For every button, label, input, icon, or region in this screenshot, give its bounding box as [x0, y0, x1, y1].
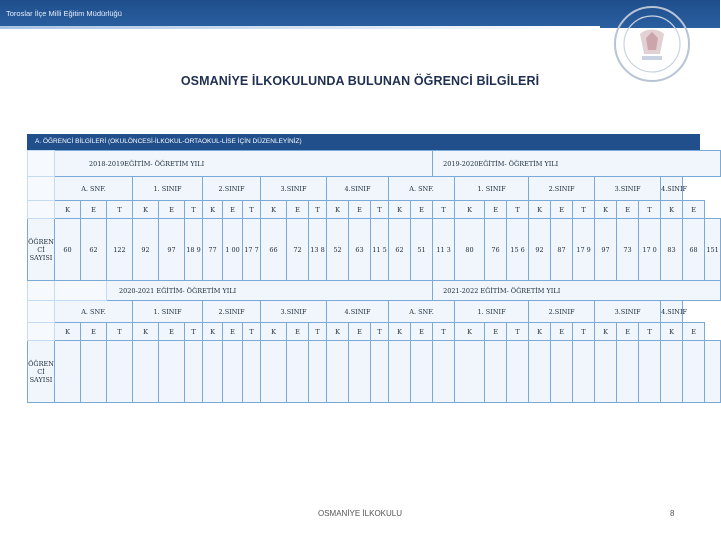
k-header: K — [389, 201, 411, 219]
e-header: E — [159, 201, 185, 219]
k-header: K — [455, 323, 485, 341]
cell-2019-asnf-k: 62 — [389, 219, 411, 281]
cell-2019-s3-k: 97 — [595, 219, 617, 281]
meb-logo-icon — [612, 4, 692, 84]
cell-2018-asnf-e: 62 — [81, 219, 107, 281]
grade-asnf: A. SNF. — [389, 301, 455, 323]
e-header: E — [411, 201, 433, 219]
t-header: T — [185, 323, 203, 341]
footer-school-name: OSMANİYE İLKOKULU — [317, 509, 403, 518]
row-label-line: ÖĞREN — [28, 359, 54, 368]
empty-cell — [639, 341, 661, 403]
cell-2019-s2-k: 92 — [529, 219, 551, 281]
empty-cell — [159, 341, 185, 403]
t-header: T — [507, 323, 529, 341]
t-header: T — [433, 323, 455, 341]
empty-cell — [261, 341, 287, 403]
cell-2018-s3-e: 72 — [287, 219, 309, 281]
k-header: K — [327, 201, 349, 219]
student-table — [27, 150, 721, 403]
k-header: K — [595, 201, 617, 219]
grade-1: 1. SINIF — [455, 301, 529, 323]
empty-cell — [683, 341, 705, 403]
corner-cell — [28, 151, 55, 177]
grade-3: 3.SINIF — [261, 301, 327, 323]
e-header: E — [349, 323, 371, 341]
k-header: K — [389, 323, 411, 341]
grade-1: 1. SINIF — [455, 177, 529, 201]
t-header: T — [185, 201, 203, 219]
empty-cell — [223, 341, 243, 403]
empty-cell — [287, 341, 309, 403]
cell-2018-s1-k: 92 — [133, 219, 159, 281]
cell-2018-s1-e: 97 — [159, 219, 185, 281]
cell-2019-asnf-t: 11 3 — [433, 219, 455, 281]
t-header: T — [243, 201, 261, 219]
cell-2019-s4-k: 83 — [661, 219, 683, 281]
cell-2018-s4-t: 11 5 — [371, 219, 389, 281]
student-grid — [27, 150, 719, 403]
empty-cell — [133, 341, 159, 403]
grade-2: 2.SINIF — [529, 177, 595, 201]
cell-2018-s4-k: 52 — [327, 219, 349, 281]
cell-2018-asnf-t: 122 — [107, 219, 133, 281]
empty-cell — [107, 341, 133, 403]
e-header: E — [683, 323, 705, 341]
empty-cell — [595, 341, 617, 403]
k-header: K — [203, 323, 223, 341]
k-header: K — [529, 323, 551, 341]
grade-2: 2.SINIF — [203, 301, 261, 323]
e-header: E — [287, 323, 309, 341]
e-header: E — [551, 323, 573, 341]
k-header: K — [55, 201, 81, 219]
e-header: E — [223, 201, 243, 219]
e-header: E — [617, 201, 639, 219]
section-title: A. ÖĞRENCİ BİLGİLERİ (OKULÖNCESİ-İLKOKUL-ORTAOKUL-LİSE İÇİN DÜZENLEYİNİZ) — [35, 138, 302, 145]
e-header: E — [159, 323, 185, 341]
row-label — [28, 219, 55, 281]
year-2020: 2020-2021 EĞİTİM- ÖĞRETİM YILI — [107, 281, 433, 301]
corner-cell — [28, 301, 55, 323]
grade-4: 4.SINIF — [327, 177, 389, 201]
row-label-line: ÖĞREN — [28, 237, 54, 246]
grade-row-top — [28, 177, 721, 201]
year-row-bottom — [28, 281, 721, 301]
k-header: K — [261, 323, 287, 341]
grade-4: 4.SINIF — [661, 177, 683, 201]
grade-2: 2.SINIF — [203, 177, 261, 201]
empty-cell — [485, 341, 507, 403]
t-header: T — [243, 323, 261, 341]
page-title: OSMANİYE İLKOKULUNDA BULUNAN ÖĞRENCİ BİLGİLERİ — [180, 74, 540, 88]
data-row-bottom — [28, 341, 721, 403]
k-header: K — [327, 323, 349, 341]
e-header: E — [485, 323, 507, 341]
k-header: K — [133, 201, 159, 219]
e-header: E — [683, 201, 705, 219]
t-header: T — [573, 323, 595, 341]
cell-2018-s4-e: 63 — [349, 219, 371, 281]
year-2018: 2018-2019EĞİTİM- ÖĞRETİM YILI — [55, 151, 433, 177]
k-header: K — [661, 201, 683, 219]
empty-cell — [327, 341, 349, 403]
cell-2018-s3-k: 66 — [261, 219, 287, 281]
year-row-top — [28, 151, 721, 177]
t-header: T — [573, 201, 595, 219]
empty-cell — [349, 341, 371, 403]
header-wave — [0, 26, 600, 29]
k-header: K — [133, 323, 159, 341]
section-header — [27, 134, 700, 150]
empty-cell — [551, 341, 573, 403]
cell-2019-s4-t: 151 — [705, 219, 721, 281]
empty-cell — [573, 341, 595, 403]
empty-cell — [389, 341, 411, 403]
row-label-line: SAYISI — [29, 253, 53, 262]
row-label-line: SAYISI — [29, 375, 53, 384]
t-header: T — [433, 201, 455, 219]
grade-2: 2.SINIF — [529, 301, 595, 323]
k-header: K — [55, 323, 81, 341]
t-header: T — [639, 323, 661, 341]
k-header: K — [261, 201, 287, 219]
row-label-line: Cİ — [37, 245, 45, 254]
e-header: E — [287, 201, 309, 219]
empty-cell — [705, 341, 721, 403]
e-header: E — [551, 201, 573, 219]
corner-cell — [28, 177, 55, 201]
cell-2019-s1-t: 15 6 — [507, 219, 529, 281]
grade-asnf: A. SNF. — [55, 301, 133, 323]
grade-3: 3.SINIF — [595, 301, 661, 323]
empty-cell — [411, 341, 433, 403]
data-row-top — [28, 219, 721, 281]
k-header: K — [203, 201, 223, 219]
year-2021: 2021-2022 EĞİTİM- ÖĞRETİM YILI — [433, 281, 721, 301]
e-header: E — [617, 323, 639, 341]
cell-2019-s2-t: 17 9 — [573, 219, 595, 281]
grade-1: 1. SINIF — [133, 177, 203, 201]
e-header: E — [81, 201, 107, 219]
grade-asnf: A. SNF. — [389, 177, 455, 201]
empty-cell — [661, 341, 683, 403]
e-header: E — [81, 323, 107, 341]
t-header: T — [371, 201, 389, 219]
row-label-line: Cİ — [37, 367, 45, 376]
empty-cell — [185, 341, 203, 403]
cell-2018-asnf-k: 60 — [55, 219, 81, 281]
t-header: T — [507, 201, 529, 219]
empty-cell — [55, 341, 81, 403]
empty-cell — [203, 341, 223, 403]
ket-row-top — [28, 201, 721, 219]
grade-asnf: A. SNF. — [55, 177, 133, 201]
empty-cell — [455, 341, 485, 403]
cell-2019-s3-t: 17 0 — [639, 219, 661, 281]
e-header: E — [223, 323, 243, 341]
corner-cell — [28, 281, 55, 301]
k-header: K — [529, 201, 551, 219]
year-2019: 2019-2020EĞİTİM- ÖĞRETİM YILI — [433, 151, 721, 177]
e-header: E — [411, 323, 433, 341]
t-header: T — [371, 323, 389, 341]
empty-cell — [371, 341, 389, 403]
corner-cell — [28, 201, 55, 219]
empty-cell — [81, 341, 107, 403]
t-header: T — [107, 323, 133, 341]
k-header: K — [455, 201, 485, 219]
cell-2019-s1-e: 76 — [485, 219, 507, 281]
corner-cell — [28, 323, 55, 341]
cell-2019-s2-e: 87 — [551, 219, 573, 281]
empty-cell — [529, 341, 551, 403]
t-header: T — [309, 201, 327, 219]
cell-2019-asnf-e: 51 — [411, 219, 433, 281]
cell-2018-s2-k: 77 — [203, 219, 223, 281]
empty-cell — [507, 341, 529, 403]
header-org-text: Toroslar İlçe Milli Eğitim Müdürlüğü — [6, 9, 122, 18]
grade-1: 1. SINIF — [133, 301, 203, 323]
empty-cell — [433, 341, 455, 403]
cell-2018-s2-t: 17 7 — [243, 219, 261, 281]
k-header: K — [661, 323, 683, 341]
cell-2018-s1-t: 18 9 — [185, 219, 203, 281]
empty-cell — [617, 341, 639, 403]
cell-2018-s2-e: 1 00 — [223, 219, 243, 281]
t-header: T — [639, 201, 661, 219]
grade-4: 4.SINIF — [661, 301, 683, 323]
cell-2018-s3-t: 13 8 — [309, 219, 327, 281]
grade-3: 3.SINIF — [595, 177, 661, 201]
grade-3: 3.SINIF — [261, 177, 327, 201]
page-number: 8 — [670, 509, 675, 518]
empty-cell — [309, 341, 327, 403]
empty-cell — [243, 341, 261, 403]
cell-2019-s3-e: 73 — [617, 219, 639, 281]
spacer-cell — [55, 281, 107, 301]
grade-4: 4.SINIF — [327, 301, 389, 323]
ket-row-bottom — [28, 323, 721, 341]
e-header: E — [349, 201, 371, 219]
cell-2019-s1-k: 80 — [455, 219, 485, 281]
cell-2019-s4-e: 68 — [683, 219, 705, 281]
t-header: T — [107, 201, 133, 219]
e-header: E — [485, 201, 507, 219]
k-header: K — [595, 323, 617, 341]
row-label — [28, 341, 55, 403]
grade-row-bottom — [28, 301, 721, 323]
t-header: T — [309, 323, 327, 341]
